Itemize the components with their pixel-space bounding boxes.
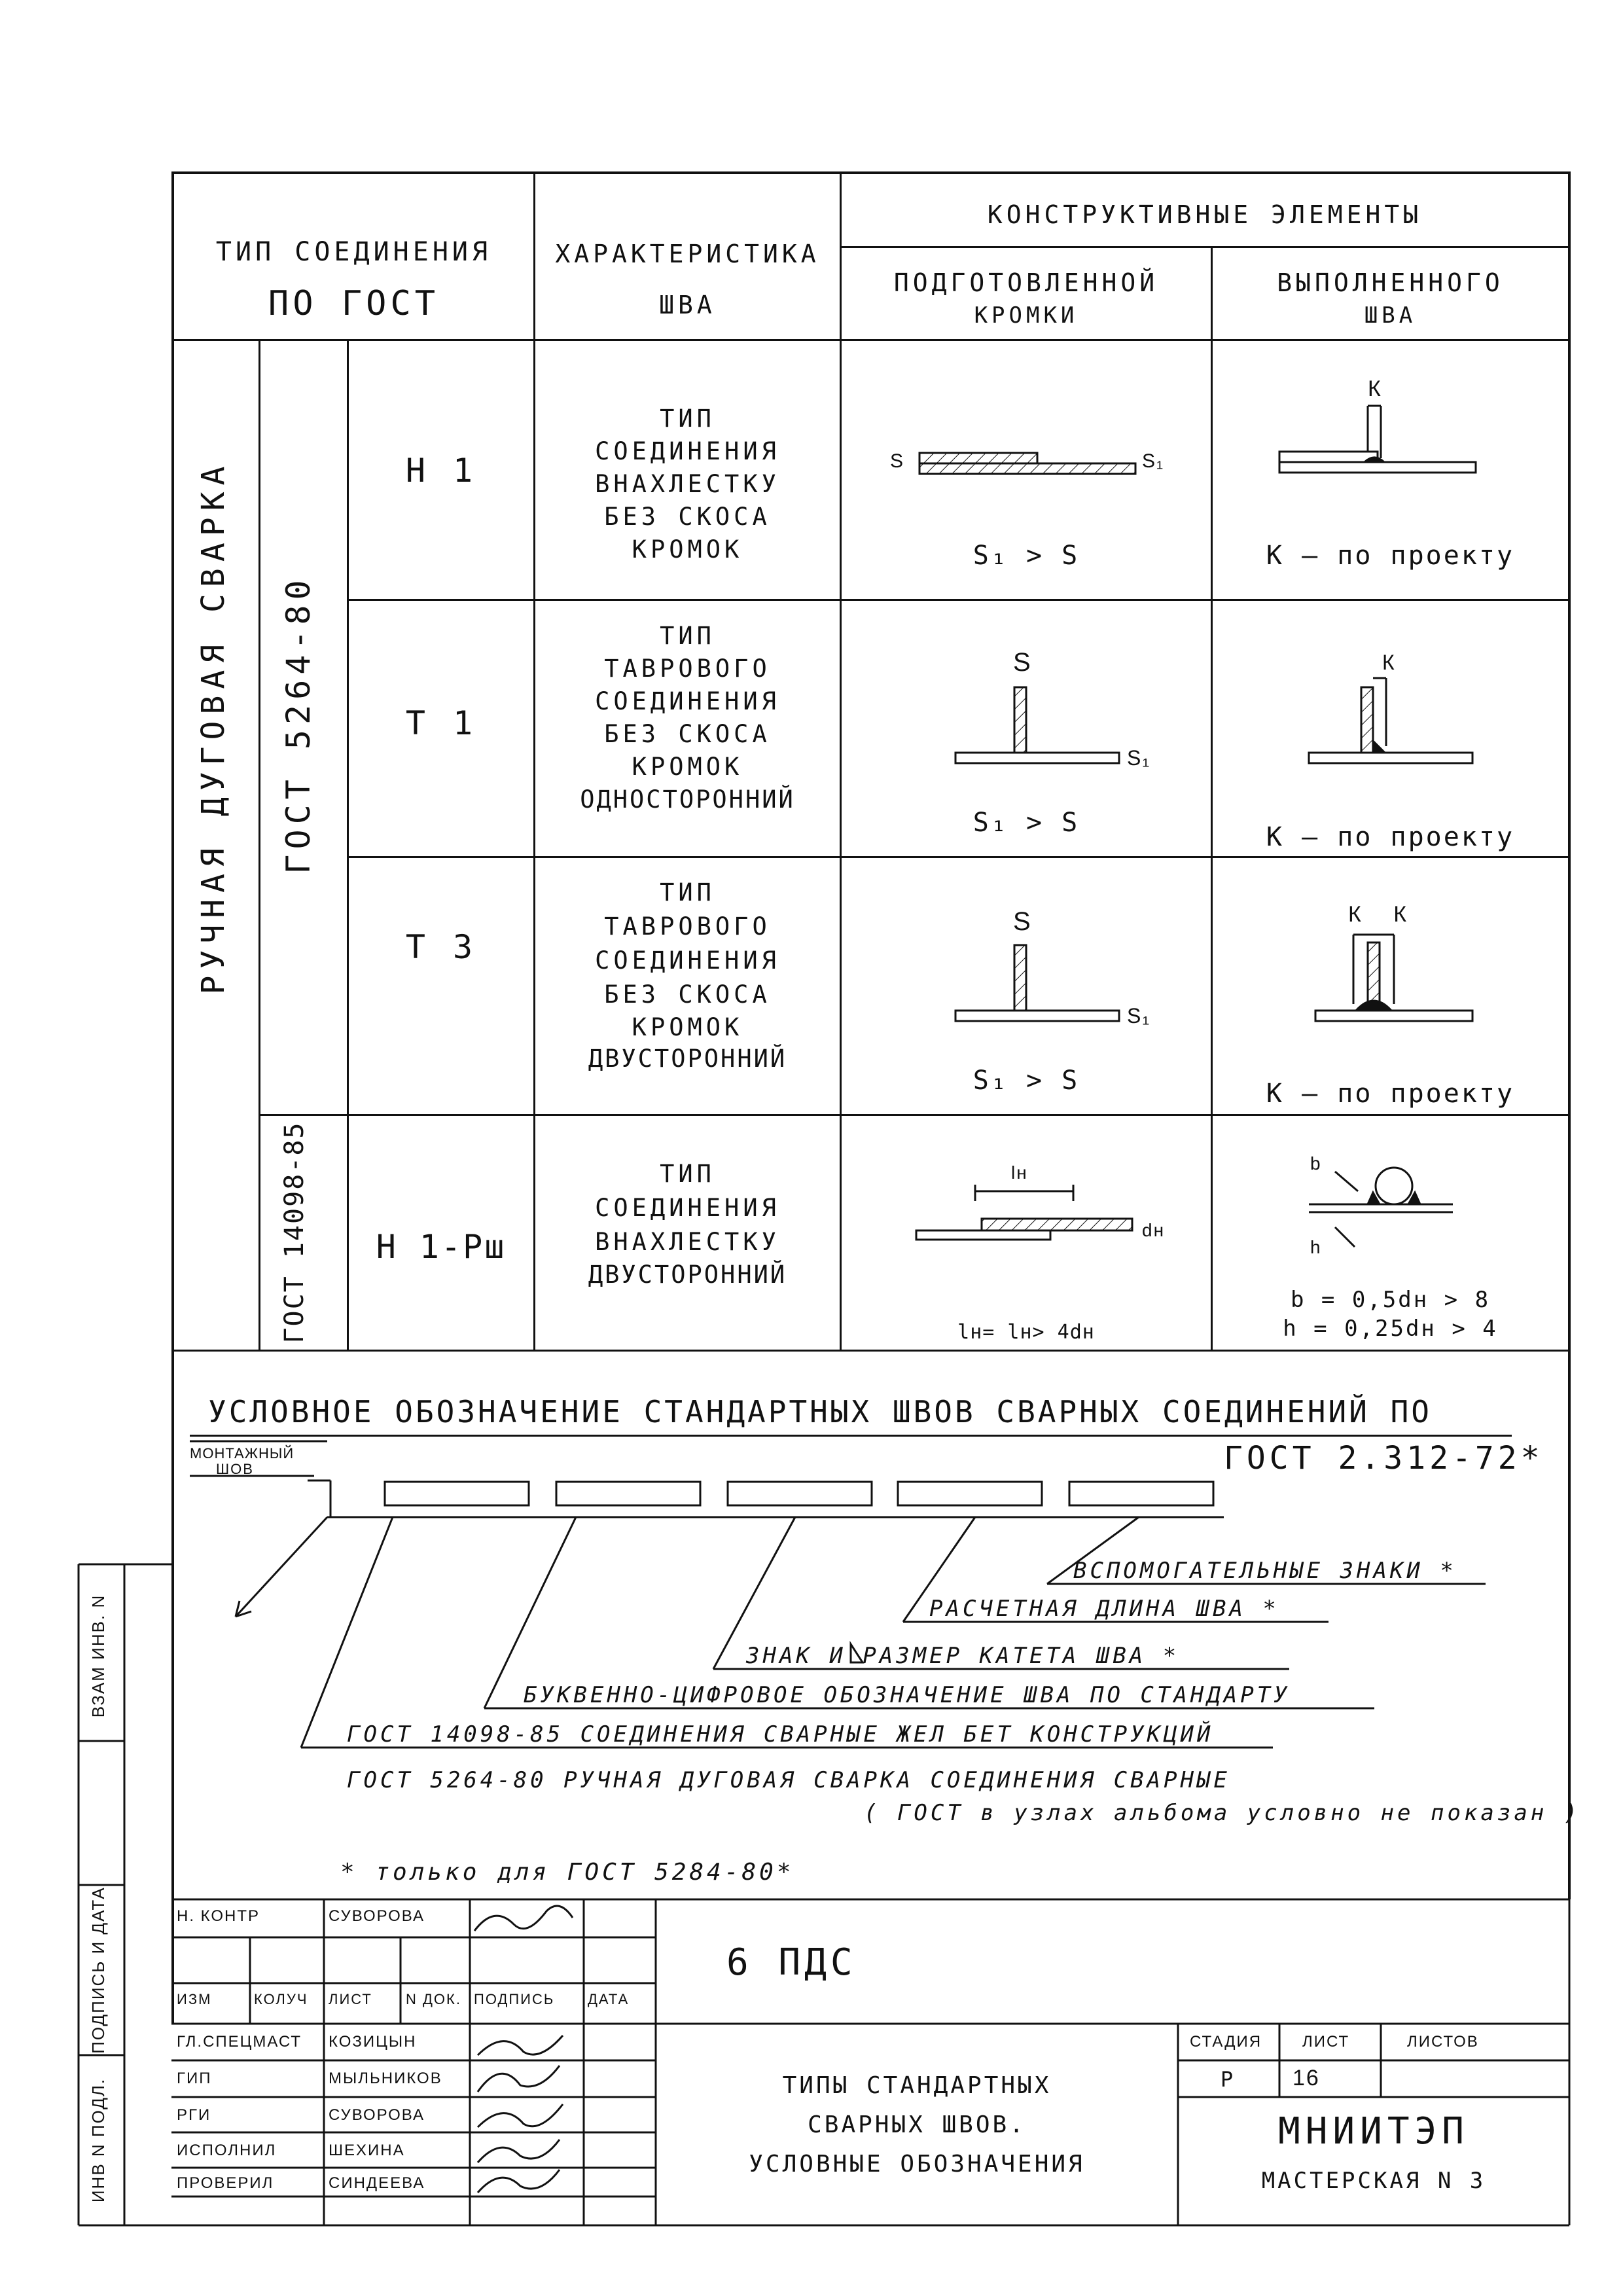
- col-prep-header-1: ПОДГОТОВЛЕННОЙ: [893, 268, 1159, 297]
- col-char-header-2: ШВА: [659, 291, 716, 319]
- stamp-hdr-ndok: N ДОК.: [406, 1991, 461, 2007]
- row2-k-label: К: [1382, 651, 1396, 674]
- col-done-header-1: ВЫПОЛНЕННОГО: [1277, 268, 1504, 297]
- row3-code: Т 3: [405, 928, 477, 966]
- row1-prep-note: S₁ > S: [972, 541, 1080, 571]
- row4-h-label: h: [1310, 1237, 1322, 1257]
- row2-prep-note: S₁ > S: [972, 808, 1080, 838]
- row3-k-label: К К: [1348, 902, 1420, 927]
- legend-title: УСЛОВНОЕ ОБОЗНАЧЕНИЕ СТАНДАРТНЫХ ШВОВ СВАРНЫХ СОЕДИНЕНИЙ ПО: [208, 1394, 1432, 1429]
- gost-5264-label: ГОСТ 5264-80: [279, 575, 317, 874]
- stamp-project: 6 ПДС: [726, 1941, 857, 1984]
- legend-item-code: БУКВЕННО-ЦИФРОВОЕ ОБОЗНАЧЕНИЕ ШВА ПО СТАНДАРТУ: [524, 1682, 1291, 1708]
- margin-podpis-data: ПОДПИСЬ И ДАТА: [88, 1886, 108, 2054]
- row1-code: Н 1: [405, 452, 477, 490]
- row4-code: Н 1-Рш: [376, 1228, 507, 1266]
- col-prep-header-2: КРОМКИ: [974, 302, 1079, 329]
- row1-done-note: К – по проекту: [1266, 541, 1515, 571]
- legend-footnote: * только для ГОСТ 5284-80*: [340, 1859, 794, 1886]
- col-char-header-1: ХАРАКТЕРИСТИКА: [555, 240, 820, 268]
- row4-prep-note: lн= lн> 4dн: [957, 1321, 1095, 1344]
- method-label: РУЧНАЯ ДУГОВАЯ СВАРКА: [195, 459, 232, 995]
- stamp-n-kontr-name: СУВОРОВА: [329, 1907, 425, 1925]
- stamp-hdr-koluch: КОЛУЧ: [254, 1991, 308, 2007]
- stamp-hdr-podpis: ПОДПИСЬ: [474, 1991, 555, 2007]
- stamp-hdr-izm: ИЗМ: [177, 1991, 212, 2007]
- row3-done-drawing: [1315, 935, 1472, 1021]
- row4-done-note-2: h = 0,25dн > 4: [1283, 1316, 1498, 1342]
- legend-item-aux: ВСПОМОГАТЕЛЬНЫЕ ЗНАКИ *: [1073, 1558, 1457, 1584]
- legend-item-leg: ЗНАК И РАЗМЕР КАТЕТА ШВА *: [746, 1643, 1180, 1669]
- row1-s1-label: S₁: [1142, 450, 1165, 472]
- stamp-n-kontr: Н. КОНТР: [177, 1907, 260, 1925]
- row3-s-label: S: [1013, 907, 1032, 936]
- stamp-org: МНИИТЭП: [1277, 2110, 1469, 2153]
- col-type-header-1: ТИП СОЕДИНЕНИЯ: [215, 237, 492, 267]
- row1-done-drawing: [1279, 406, 1476, 473]
- row1-s-label: S: [890, 450, 905, 472]
- mount-label-1: МОНТАЖНЫЙ: [190, 1445, 294, 1462]
- stamp-title-3: УСЛОВНЫЕ ОБОЗНАЧЕНИЯ: [749, 2151, 1085, 2178]
- stamp-title-2: СВАРНЫХ ШВОВ.: [808, 2111, 1026, 2138]
- row4-prep-drawing: [916, 1185, 1132, 1240]
- row4-ln-label: lн: [1011, 1162, 1028, 1183]
- row4-b-label: b: [1310, 1153, 1322, 1174]
- row2-done-drawing: [1309, 678, 1472, 763]
- stamp-title-1: ТИПЫ СТАНДАРТНЫХ: [782, 2072, 1052, 2099]
- legend-item-gost5264: ГОСТ 5264-80 РУЧНАЯ ДУГОВАЯ СВАРКА СОЕДИНЕНИЯ СВАРНЫЕ: [347, 1767, 1230, 1793]
- row4-dh-label: dн: [1142, 1220, 1166, 1240]
- row3-prep-drawing: [955, 945, 1119, 1021]
- row3-s1-label: S₁: [1127, 1004, 1151, 1028]
- stamp-stage: Р: [1220, 2067, 1238, 2092]
- legend-note: ( ГОСТ в узлах альбома условно не показан ): [864, 1800, 1581, 1826]
- mount-label-2: ШОВ: [216, 1461, 254, 1477]
- row1-prep-drawing: [919, 453, 1135, 474]
- stamp-stage-header: СТАДИЯ: [1190, 2033, 1262, 2051]
- col-elements-header: КОНСТРУКТИВНЫЕ ЭЛЕМЕНТЫ: [987, 200, 1423, 229]
- row2-prep-drawing: [955, 687, 1119, 763]
- row2-code: Т 1: [405, 704, 477, 742]
- legend-item-gost14098: ГОСТ 14098-85 СОЕДИНЕНИЯ СВАРНЫЕ ЖЕЛ БЕТ КОНСТРУКЦИЙ: [347, 1721, 1214, 1748]
- gost-14098-label: ГОСТ 14098-85: [279, 1121, 310, 1344]
- legend-title-underline: [190, 1435, 1512, 1437]
- signatures: [474, 1906, 573, 2193]
- legend-gost: ГОСТ 2.312-72*: [1224, 1440, 1544, 1477]
- row2-s-label: S: [1013, 648, 1032, 677]
- row3-prep-note: S₁ > S: [972, 1066, 1080, 1096]
- stamp-sheet: 16: [1293, 2066, 1320, 2090]
- row2-done-note: К – по проекту: [1266, 822, 1515, 852]
- margin-vzam-inv: ВЗАМ ИНВ. N: [88, 1594, 108, 1718]
- row1-k-label: К: [1368, 376, 1382, 401]
- col-type-header-2: ПО ГОСТ: [268, 284, 440, 323]
- margin-inv-podl: ИНВ N ПОДЛ.: [88, 2077, 108, 2203]
- row4-done-note-1: b = 0,5dн > 8: [1290, 1287, 1491, 1313]
- stamp-sheets-header: ЛИСТОВ: [1407, 2033, 1479, 2051]
- legend-boxes: [385, 1482, 1213, 1505]
- stamp-dept: МАСТЕРСКАЯ N 3: [1261, 2168, 1486, 2194]
- stamp-hdr-list: ЛИСТ: [329, 1991, 372, 2007]
- row3-done-note: К – по проекту: [1266, 1079, 1515, 1109]
- stamp-sheet-header: ЛИСТ: [1302, 2033, 1350, 2051]
- legend-item-length: РАСЧЕТНАЯ ДЛИНА ШВА *: [929, 1596, 1279, 1622]
- col-done-header-2: ШВА: [1364, 302, 1417, 329]
- row4-done-drawing: [1309, 1168, 1453, 1247]
- stamp-hdr-data: ДАТА: [588, 1991, 630, 2007]
- row2-s1-label: S₁: [1127, 746, 1151, 770]
